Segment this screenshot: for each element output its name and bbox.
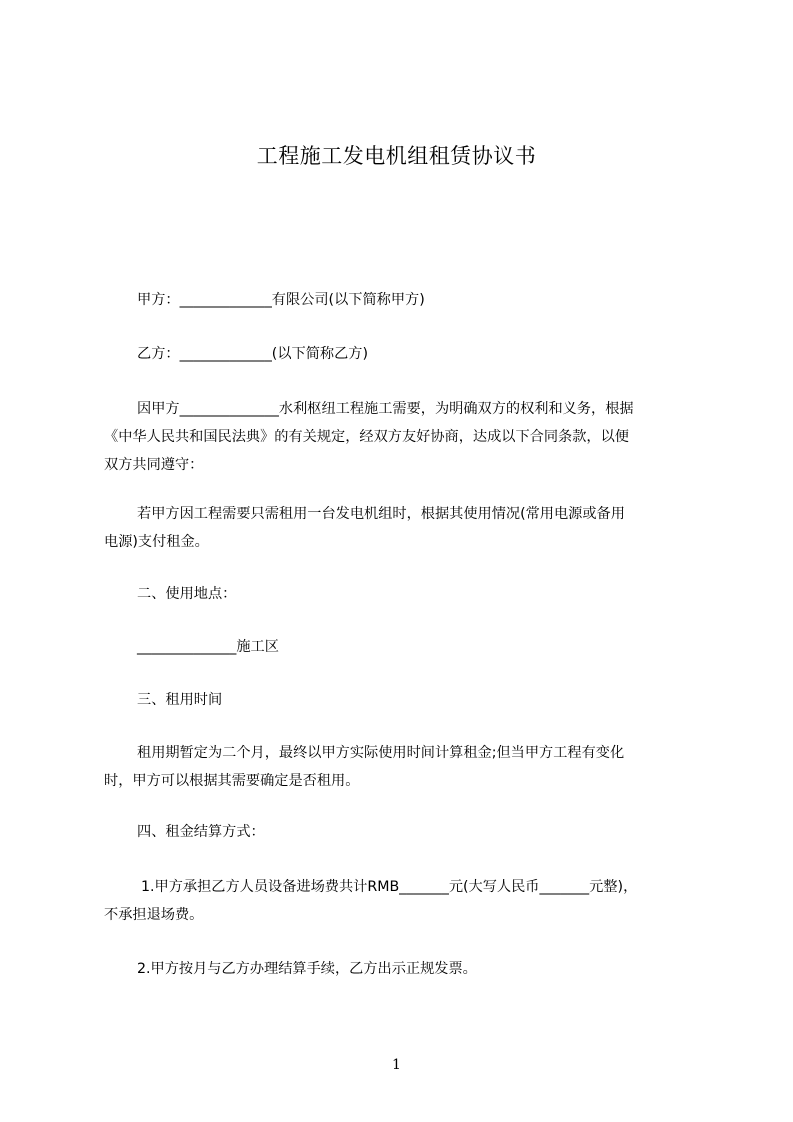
intro-line-1: 因甲方______________水利枢纽工程施工需要，为明确双方的权利和义务，根据	[137, 401, 634, 417]
section-3-body-line-2: 时，甲方可以根据其需要确定是否租用。	[104, 773, 360, 789]
section-2-location: ______________施工区	[137, 639, 279, 655]
intro-line-3: 双方共同遵守：	[104, 457, 204, 473]
intro-line-2: 《中华人民共和国民法典》的有关规定，经双方友好协商，达成以下合同条款，以便	[104, 429, 629, 445]
rental-basis-line-2: 电源)支付租金。	[104, 534, 209, 550]
document-title: 工程施工发电机组租赁协议书	[256, 144, 537, 168]
section-3-body-line-1: 租用期暂定为二个月，最终以甲方实际使用时间计算租金;但当甲方工程有变化	[137, 745, 625, 761]
rental-basis-line-1: 若甲方因工程需要只需租用一台发电机组时，根据其使用情况(常用电源或备用	[137, 506, 625, 522]
section-4-item-1-line-2: 不承担退场费。	[104, 907, 204, 923]
section-4-heading: 四、租金结算方式：	[137, 824, 265, 840]
section-2-heading: 二、使用地点：	[137, 586, 237, 602]
party-b-line: 乙方：_____________(以下简称乙方)	[137, 346, 368, 362]
section-4-item-2: 2.甲方按月与乙方办理结算手续，乙方出示正规发票。	[137, 961, 477, 977]
section-3-heading: 三、租用时间	[137, 692, 223, 708]
party-a-line: 甲方：_____________有限公司(以下简称甲方)	[137, 292, 425, 308]
section-4-item-1-line-1: 1.甲方承担乙方人员设备进场费共计RMB_______元(大写人民币_______元整)，	[141, 879, 638, 895]
page-number: 1	[392, 1057, 401, 1073]
